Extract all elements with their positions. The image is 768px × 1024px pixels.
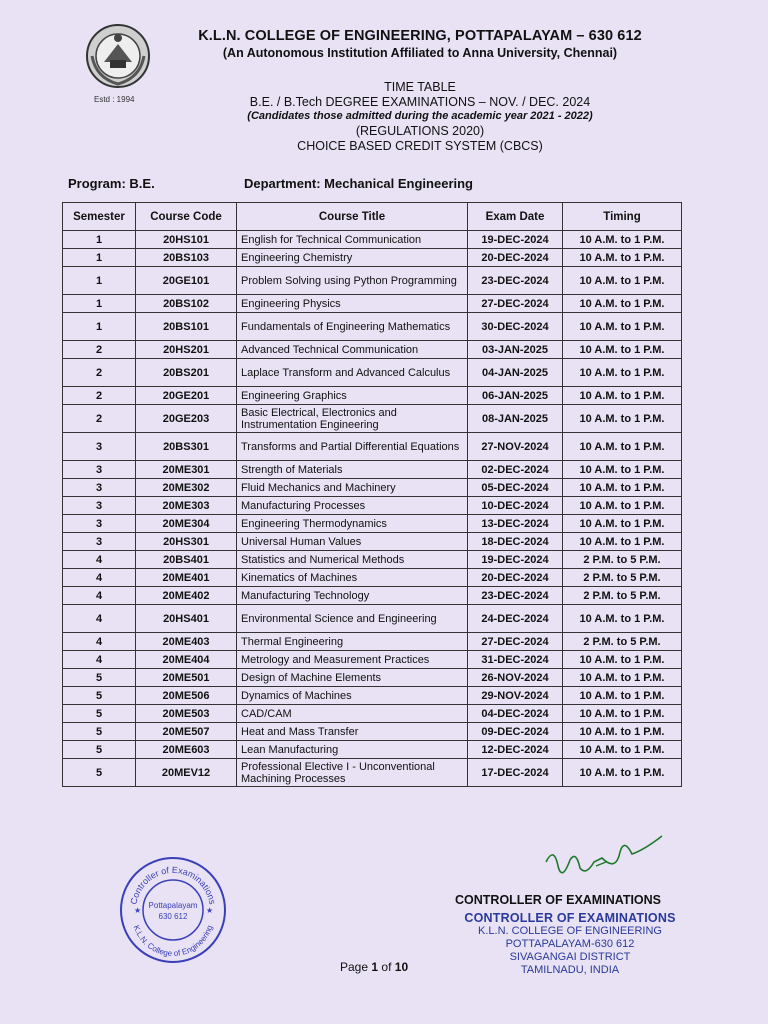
table-row xyxy=(63,405,682,433)
cell-course-code: 20ME304 xyxy=(136,515,237,533)
cell-timing: 10 A.M. to 1 P.M. xyxy=(563,651,682,669)
established-year: Estd : 1994 xyxy=(94,95,135,104)
page-current: 1 xyxy=(371,960,379,974)
cell-exam-date: 24-DEC-2024 xyxy=(468,605,563,633)
cell-course-code: 20ME507 xyxy=(136,723,237,741)
cell-course-title: Lean Manufacturing xyxy=(237,741,468,759)
cell-course-code: 20ME403 xyxy=(136,633,237,651)
stamp-line-1: CONTROLLER OF EXAMINATIONS xyxy=(464,911,676,925)
college-affiliation: (An Autonomous Institution Affiliated to Anna University, Chennai) xyxy=(222,46,618,60)
cell-course-code: 20ME506 xyxy=(136,687,237,705)
cell-exam-date: 27-NOV-2024 xyxy=(468,433,563,461)
cell-course-title: Heat and Mass Transfer xyxy=(237,723,468,741)
cell-timing: 10 A.M. to 1 P.M. xyxy=(563,341,682,359)
cell-exam-date: 13-DEC-2024 xyxy=(468,515,563,533)
table-row xyxy=(63,433,682,461)
table-header-row xyxy=(63,203,682,231)
table-row xyxy=(63,515,682,533)
cell-course-code: 20ME401 xyxy=(136,569,237,587)
cell-semester: 3 xyxy=(63,497,136,515)
table-row xyxy=(63,341,682,359)
controller-label: CONTROLLER OF EXAMINATIONS xyxy=(455,893,662,907)
controller-stamp xyxy=(460,912,680,977)
cell-timing: 10 A.M. to 1 P.M. xyxy=(563,605,682,633)
seal-ring-text-bottom: K.L.N. College of Engineering xyxy=(131,924,215,959)
table-row xyxy=(63,723,682,741)
stamp-line-5: TAMILNADU, INDIA xyxy=(520,964,620,976)
cell-course-title: Engineering Thermodynamics xyxy=(237,515,468,533)
cell-semester: 1 xyxy=(63,267,136,295)
cell-timing: 10 A.M. to 1 P.M. xyxy=(563,387,682,405)
college-logo-icon xyxy=(84,22,152,90)
cell-semester: 4 xyxy=(63,551,136,569)
cell-semester: 1 xyxy=(63,313,136,341)
table-row xyxy=(63,249,682,267)
cell-course-code: 20BS101 xyxy=(136,313,237,341)
cell-course-code: 20GE201 xyxy=(136,387,237,405)
cell-course-code: 20BS103 xyxy=(136,249,237,267)
page-number xyxy=(340,960,408,974)
table-row xyxy=(63,705,682,723)
cell-exam-date: 04-DEC-2024 xyxy=(468,705,563,723)
seal-center-line-2: 630 612 xyxy=(158,912,188,921)
cell-timing: 10 A.M. to 1 P.M. xyxy=(563,479,682,497)
svg-text:★: ★ xyxy=(206,906,214,915)
cell-exam-date: 20-DEC-2024 xyxy=(468,569,563,587)
cell-semester: 5 xyxy=(63,759,136,787)
table-row xyxy=(63,633,682,651)
cell-course-code: 20BS301 xyxy=(136,433,237,461)
cell-timing: 2 P.M. to 5 P.M. xyxy=(563,551,682,569)
svg-text:Controller of Examinations xyxy=(128,865,217,906)
cell-exam-date: 27-DEC-2024 xyxy=(468,295,563,313)
stamp-line-4: SIVAGANGAI DISTRICT xyxy=(509,951,631,963)
cell-exam-date: 29-NOV-2024 xyxy=(468,687,563,705)
cell-exam-date: 27-DEC-2024 xyxy=(468,633,563,651)
cell-exam-date: 09-DEC-2024 xyxy=(468,723,563,741)
cell-exam-date: 02-DEC-2024 xyxy=(468,461,563,479)
col-header-course-title: Course Title xyxy=(237,203,468,231)
cell-exam-date: 04-JAN-2025 xyxy=(468,359,563,387)
cell-exam-date: 19-DEC-2024 xyxy=(468,231,563,249)
cell-course-title: Problem Solving using Python Programming xyxy=(237,267,468,295)
timetable-body xyxy=(63,231,682,787)
cell-timing: 10 A.M. to 1 P.M. xyxy=(563,359,682,387)
cell-timing: 10 A.M. to 1 P.M. xyxy=(563,687,682,705)
cell-course-title: English for Technical Communication xyxy=(237,231,468,249)
cell-course-title: Strength of Materials xyxy=(237,461,468,479)
cell-course-title: Kinematics of Machines xyxy=(237,569,468,587)
cell-timing: 2 P.M. to 5 P.M. xyxy=(563,587,682,605)
cell-exam-date: 06-JAN-2025 xyxy=(468,387,563,405)
office-seal-icon xyxy=(118,855,228,965)
cell-semester: 4 xyxy=(63,587,136,605)
cell-course-code: 20GE101 xyxy=(136,267,237,295)
cell-exam-date: 30-DEC-2024 xyxy=(468,313,563,341)
cell-course-code: 20BS401 xyxy=(136,551,237,569)
cell-course-code: 20BS102 xyxy=(136,295,237,313)
cell-course-title: Fundamentals of Engineering Mathematics xyxy=(237,313,468,341)
cell-course-code: 20HS201 xyxy=(136,341,237,359)
cell-exam-date: 23-DEC-2024 xyxy=(468,587,563,605)
cell-course-code: 20ME503 xyxy=(136,705,237,723)
table-row xyxy=(63,569,682,587)
cell-course-title: Advanced Technical Communication xyxy=(237,341,468,359)
cell-course-code: 20HS101 xyxy=(136,231,237,249)
svg-text:★: ★ xyxy=(134,906,142,915)
cell-exam-date: 23-DEC-2024 xyxy=(468,267,563,295)
cell-course-title: Engineering Graphics xyxy=(237,387,468,405)
cell-timing: 10 A.M. to 1 P.M. xyxy=(563,461,682,479)
cell-semester: 4 xyxy=(63,605,136,633)
cell-course-title: Thermal Engineering xyxy=(237,633,468,651)
college-name: K.L.N. COLLEGE OF ENGINEERING, POTTAPALAYAM – 630 612 xyxy=(198,28,642,44)
table-row xyxy=(63,687,682,705)
cell-semester: 5 xyxy=(63,723,136,741)
cell-timing: 10 A.M. to 1 P.M. xyxy=(563,705,682,723)
page-total: 10 xyxy=(394,960,409,974)
cell-timing: 10 A.M. to 1 P.M. xyxy=(563,533,682,551)
col-header-course-code: Course Code xyxy=(136,203,237,231)
cell-semester: 3 xyxy=(63,461,136,479)
cell-course-title: Professional Elective I - Unconventional Machining Processes xyxy=(237,759,468,787)
page-of: of xyxy=(381,960,392,974)
table-row xyxy=(63,461,682,479)
col-header-exam-date: Exam Date xyxy=(468,203,563,231)
cell-semester: 5 xyxy=(63,705,136,723)
cell-timing: 10 A.M. to 1 P.M. xyxy=(563,249,682,267)
cell-exam-date: 08-JAN-2025 xyxy=(468,405,563,433)
cell-semester: 1 xyxy=(63,295,136,313)
cell-semester: 1 xyxy=(63,249,136,267)
cell-course-title: Statistics and Numerical Methods xyxy=(237,551,468,569)
cell-course-title: CAD/CAM xyxy=(237,705,468,723)
cell-course-code: 20ME302 xyxy=(136,479,237,497)
table-row xyxy=(63,359,682,387)
cell-course-title: Manufacturing Processes xyxy=(237,497,468,515)
table-row xyxy=(63,387,682,405)
cell-timing: 2 P.M. to 5 P.M. xyxy=(563,569,682,587)
cell-semester: 5 xyxy=(63,687,136,705)
cell-course-code: 20ME301 xyxy=(136,461,237,479)
cell-course-code: 20MEV12 xyxy=(136,759,237,787)
document-title: TIME TABLE xyxy=(384,80,456,94)
cell-semester: 2 xyxy=(63,387,136,405)
table-row xyxy=(63,231,682,249)
cell-course-code: 20ME404 xyxy=(136,651,237,669)
cell-course-code: 20ME603 xyxy=(136,741,237,759)
cell-timing: 10 A.M. to 1 P.M. xyxy=(563,313,682,341)
cell-course-code: 20ME402 xyxy=(136,587,237,605)
table-row xyxy=(63,313,682,341)
cell-course-title: Universal Human Values xyxy=(237,533,468,551)
stamp-line-3: POTTAPALAYAM-630 612 xyxy=(505,938,635,950)
seal-center-line-1: Pottapalayam xyxy=(148,901,198,910)
stamp-line-2: K.L.N. COLLEGE OF ENGINEERING xyxy=(478,925,662,937)
cell-semester: 3 xyxy=(63,515,136,533)
cell-semester: 4 xyxy=(63,633,136,651)
cell-exam-date: 26-NOV-2024 xyxy=(468,669,563,687)
cell-semester: 4 xyxy=(63,569,136,587)
cell-exam-date: 05-DEC-2024 xyxy=(468,479,563,497)
table-row xyxy=(63,551,682,569)
cell-semester: 3 xyxy=(63,433,136,461)
cell-timing: 10 A.M. to 1 P.M. xyxy=(563,759,682,787)
table-row xyxy=(63,759,682,787)
table-row xyxy=(63,651,682,669)
cell-course-title: Dynamics of Machines xyxy=(237,687,468,705)
cell-semester: 2 xyxy=(63,359,136,387)
candidates-note: (Candidates those admitted during the academic year 2021 - 2022) xyxy=(247,110,593,122)
cell-timing: 10 A.M. to 1 P.M. xyxy=(563,405,682,433)
cell-course-title: Basic Electrical, Electronics and Instrumentation Engineering xyxy=(237,405,468,433)
cell-exam-date: 12-DEC-2024 xyxy=(468,741,563,759)
cell-semester: 4 xyxy=(63,651,136,669)
regulations: (REGULATIONS 2020) xyxy=(355,124,485,138)
cell-course-code: 20GE203 xyxy=(136,405,237,433)
cell-timing: 10 A.M. to 1 P.M. xyxy=(563,295,682,313)
seal-ring-text: Controller of Examinations xyxy=(128,864,218,906)
department-label: Department: Mechanical Engineering xyxy=(244,176,473,191)
timetable xyxy=(62,202,682,787)
cell-exam-date: 19-DEC-2024 xyxy=(468,551,563,569)
col-header-semester: Semester xyxy=(63,203,136,231)
cell-timing: 10 A.M. to 1 P.M. xyxy=(563,723,682,741)
table-row xyxy=(63,533,682,551)
cell-course-title: Engineering Physics xyxy=(237,295,468,313)
exam-title: B.E. / B.Tech DEGREE EXAMINATIONS – NOV. / DEC. 2024 xyxy=(249,95,591,109)
program-label: Program: B.E. xyxy=(68,176,155,191)
cell-course-title: Environmental Science and Engineering xyxy=(237,605,468,633)
cell-course-title: Metrology and Measurement Practices xyxy=(237,651,468,669)
table-row xyxy=(63,669,682,687)
cell-timing: 10 A.M. to 1 P.M. xyxy=(563,669,682,687)
cell-course-title: Laplace Transform and Advanced Calculus xyxy=(237,359,468,387)
cell-course-code: 20HS301 xyxy=(136,533,237,551)
cell-timing: 10 A.M. to 1 P.M. xyxy=(563,231,682,249)
table-row xyxy=(63,295,682,313)
cell-exam-date: 03-JAN-2025 xyxy=(468,341,563,359)
cell-exam-date: 18-DEC-2024 xyxy=(468,533,563,551)
cell-exam-date: 17-DEC-2024 xyxy=(468,759,563,787)
table-row xyxy=(63,479,682,497)
cell-semester: 3 xyxy=(63,533,136,551)
cell-timing: 10 A.M. to 1 P.M. xyxy=(563,515,682,533)
cell-semester: 2 xyxy=(63,405,136,433)
table-row xyxy=(63,587,682,605)
cell-course-title: Design of Machine Elements xyxy=(237,669,468,687)
cell-course-title: Fluid Mechanics and Machinery xyxy=(237,479,468,497)
cell-exam-date: 20-DEC-2024 xyxy=(468,249,563,267)
cell-semester: 5 xyxy=(63,669,136,687)
cell-course-code: 20ME303 xyxy=(136,497,237,515)
page-prefix: Page xyxy=(340,960,369,974)
cell-semester: 5 xyxy=(63,741,136,759)
cell-exam-date: 10-DEC-2024 xyxy=(468,497,563,515)
cell-course-title: Transforms and Partial Differential Equations xyxy=(237,433,468,461)
signature-icon xyxy=(536,832,666,892)
cell-course-title: Engineering Chemistry xyxy=(237,249,468,267)
table-row xyxy=(63,267,682,295)
credit-system: CHOICE BASED CREDIT SYSTEM (CBCS) xyxy=(297,139,543,153)
cell-semester: 3 xyxy=(63,479,136,497)
cell-semester: 2 xyxy=(63,341,136,359)
cell-timing: 10 A.M. to 1 P.M. xyxy=(563,433,682,461)
cell-timing: 10 A.M. to 1 P.M. xyxy=(563,267,682,295)
table-row xyxy=(63,497,682,515)
cell-timing: 10 A.M. to 1 P.M. xyxy=(563,741,682,759)
cell-exam-date: 31-DEC-2024 xyxy=(468,651,563,669)
table-row xyxy=(63,605,682,633)
table-row xyxy=(63,741,682,759)
col-header-timing: Timing xyxy=(563,203,682,231)
cell-course-code: 20HS401 xyxy=(136,605,237,633)
cell-course-code: 20BS201 xyxy=(136,359,237,387)
cell-course-title: Manufacturing Technology xyxy=(237,587,468,605)
cell-timing: 10 A.M. to 1 P.M. xyxy=(563,497,682,515)
cell-semester: 1 xyxy=(63,231,136,249)
cell-course-code: 20ME501 xyxy=(136,669,237,687)
cell-timing: 2 P.M. to 5 P.M. xyxy=(563,633,682,651)
